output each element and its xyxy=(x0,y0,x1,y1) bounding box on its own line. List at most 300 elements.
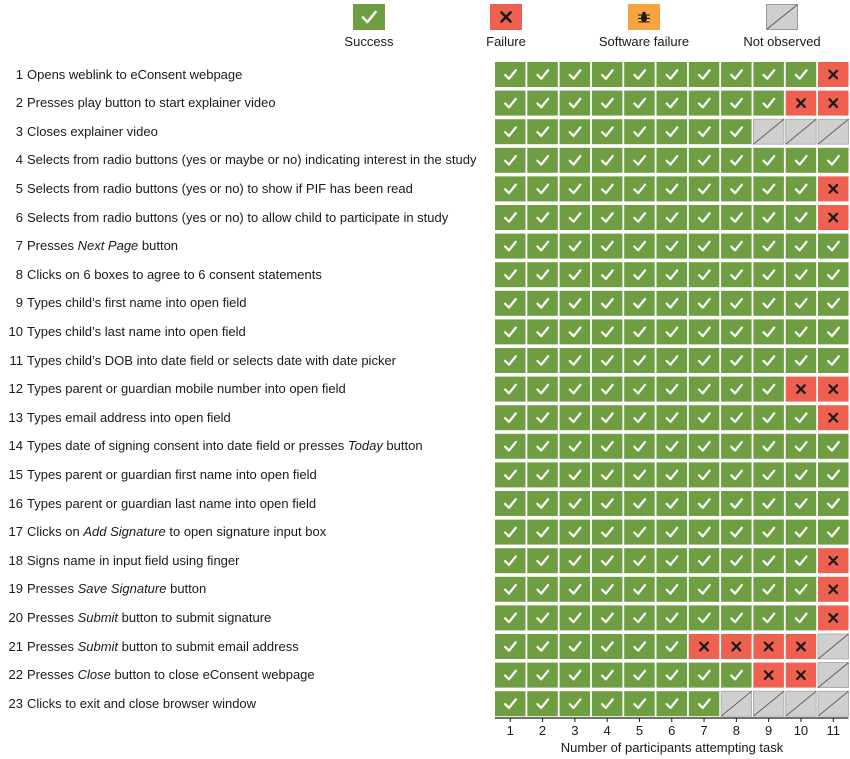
cell-success xyxy=(753,262,784,287)
cell-success xyxy=(495,234,526,259)
cell-success xyxy=(527,663,558,688)
cell-success xyxy=(753,377,784,402)
task-label-emphasis: Add Signature xyxy=(83,524,166,540)
cell-not-observed xyxy=(721,691,752,716)
task-label-text: Types child’s first name into open field xyxy=(27,295,247,311)
cell-success xyxy=(624,663,655,688)
task-number: 2 xyxy=(15,95,23,111)
cell-success xyxy=(624,91,655,116)
cell-success xyxy=(657,262,688,287)
cell-success xyxy=(495,405,526,430)
cell-success xyxy=(592,62,623,87)
task-label-text: Presses play button to start explainer video xyxy=(27,95,276,111)
cell-success xyxy=(786,548,817,573)
cell-failure xyxy=(786,377,817,402)
cell-success xyxy=(527,262,558,287)
cell-success xyxy=(786,434,817,459)
cell-success xyxy=(495,148,526,173)
cell-success xyxy=(786,577,817,602)
task-number: 13 xyxy=(8,409,23,425)
cell-success xyxy=(495,691,526,716)
cell-success xyxy=(657,663,688,688)
cell-success xyxy=(592,119,623,144)
cell-success xyxy=(689,91,720,116)
task-label-text: Types parent or guardian first name into open field xyxy=(27,466,317,482)
cell-success xyxy=(592,319,623,344)
cell-success xyxy=(495,663,526,688)
cell-success xyxy=(657,62,688,87)
x-tick-label: 2 xyxy=(538,723,547,738)
cell-success xyxy=(527,319,558,344)
cell-failure xyxy=(818,577,849,602)
task-number: 22 xyxy=(8,667,23,683)
cell-success xyxy=(527,405,558,430)
task-label-text: Types parent or guardian mobile number into open field xyxy=(27,381,346,397)
cell-success xyxy=(560,520,591,545)
cell-success xyxy=(527,205,558,230)
x-tick-label: 10 xyxy=(793,723,809,738)
cell-success xyxy=(721,62,752,87)
cell-success xyxy=(624,62,655,87)
cell-success xyxy=(657,176,688,201)
cell-success xyxy=(624,634,655,659)
task-number: 6 xyxy=(15,209,23,225)
cell-success xyxy=(818,291,849,316)
cell-success xyxy=(818,348,849,373)
cell-success xyxy=(721,319,752,344)
task-label-text: Signs name in input field using finger xyxy=(27,552,240,568)
cell-success xyxy=(495,462,526,487)
task-number: 12 xyxy=(8,381,23,397)
cell-success xyxy=(560,377,591,402)
task-label-text: Presses xyxy=(27,609,78,625)
cell-success xyxy=(495,377,526,402)
task-label-emphasis: Today xyxy=(347,438,383,454)
cell-failure xyxy=(786,634,817,659)
cell-success xyxy=(657,319,688,344)
task-number: 1 xyxy=(15,66,23,82)
cell-success xyxy=(560,405,591,430)
cell-success xyxy=(495,319,526,344)
cell-success xyxy=(786,319,817,344)
cell-not-observed xyxy=(786,119,817,144)
cell-success xyxy=(786,234,817,259)
legend-label-software: Software failure xyxy=(598,34,690,49)
cell-success xyxy=(753,291,784,316)
cell-success xyxy=(624,205,655,230)
task-label-text: Opens weblink to eConsent webpage xyxy=(27,66,243,82)
cell-success xyxy=(527,577,558,602)
cell-success xyxy=(560,605,591,630)
cell-success xyxy=(495,205,526,230)
cell-success xyxy=(592,691,623,716)
cell-success xyxy=(689,62,720,87)
cell-success xyxy=(721,520,752,545)
cell-success xyxy=(560,62,591,87)
cell-success xyxy=(721,405,752,430)
cell-success xyxy=(689,291,720,316)
task-label-text: Clicks to exit and close browser window xyxy=(27,695,257,711)
task-number: 10 xyxy=(8,323,23,339)
cell-success xyxy=(689,462,720,487)
cell-success xyxy=(624,491,655,516)
cell-success xyxy=(786,405,817,430)
cell-failure xyxy=(753,634,784,659)
cell-success xyxy=(786,205,817,230)
cell-success xyxy=(527,491,558,516)
cell-not-observed xyxy=(753,691,784,716)
x-tick-label: 3 xyxy=(571,723,579,738)
cell-success xyxy=(721,462,752,487)
cell-failure xyxy=(818,176,849,201)
cell-success xyxy=(753,605,784,630)
cell-success xyxy=(689,319,720,344)
cell-success xyxy=(657,462,688,487)
cell-success xyxy=(495,548,526,573)
cell-success xyxy=(786,605,817,630)
cell-success xyxy=(527,634,558,659)
cell-success xyxy=(657,348,688,373)
cell-success xyxy=(592,205,623,230)
x-tick-label: 5 xyxy=(635,723,644,738)
cell-success xyxy=(592,377,623,402)
cell-success xyxy=(721,262,752,287)
cell-success xyxy=(592,520,623,545)
cell-success xyxy=(753,462,784,487)
cell-success xyxy=(657,119,688,144)
cell-success xyxy=(527,119,558,144)
task-label-emphasis: Submit xyxy=(77,609,119,625)
cell-success xyxy=(624,691,655,716)
cell-success xyxy=(689,548,720,573)
cell-success xyxy=(721,205,752,230)
cell-success xyxy=(527,691,558,716)
cell-success xyxy=(592,91,623,116)
cell-success xyxy=(657,605,688,630)
cell-success xyxy=(657,91,688,116)
task-label-text: Types email address into open field xyxy=(27,409,231,425)
task-label-emphasis: Next Page xyxy=(77,238,139,254)
task-number: 18 xyxy=(8,552,23,568)
task-number: 16 xyxy=(8,495,23,511)
cell-success xyxy=(560,319,591,344)
cell-success xyxy=(495,491,526,516)
cell-success xyxy=(495,348,526,373)
cell-success xyxy=(721,234,752,259)
cell-success xyxy=(721,663,752,688)
cell-success xyxy=(753,548,784,573)
task-number: 17 xyxy=(8,524,23,540)
cell-success xyxy=(592,176,623,201)
cell-success xyxy=(527,377,558,402)
cell-success xyxy=(753,348,784,373)
cell-success xyxy=(818,491,849,516)
cell-success xyxy=(786,176,817,201)
cell-success xyxy=(527,348,558,373)
cell-success xyxy=(721,348,752,373)
cell-success xyxy=(689,148,720,173)
cell-success xyxy=(495,434,526,459)
cell-success xyxy=(592,663,623,688)
task-number: 11 xyxy=(9,352,23,368)
cell-success xyxy=(527,148,558,173)
task-number: 23 xyxy=(8,695,23,711)
legend-label-not-observed: Not observed xyxy=(743,34,821,49)
cell-success xyxy=(721,491,752,516)
cell-success xyxy=(657,405,688,430)
cell-success xyxy=(592,262,623,287)
cell-success xyxy=(495,91,526,116)
cell-success xyxy=(592,234,623,259)
cell-not-observed xyxy=(786,691,817,716)
cell-not-observed xyxy=(753,119,784,144)
cell-success xyxy=(495,605,526,630)
cell-success xyxy=(689,234,720,259)
task-number: 4 xyxy=(15,152,23,168)
cell-failure xyxy=(818,205,849,230)
cell-success xyxy=(657,491,688,516)
x-tick-label: 11 xyxy=(826,723,840,738)
cell-success xyxy=(689,377,720,402)
cell-success xyxy=(624,234,655,259)
x-axis-title: Number of participants attempting task xyxy=(560,740,784,755)
cell-success xyxy=(818,434,849,459)
cell-success xyxy=(721,577,752,602)
cell-success xyxy=(753,148,784,173)
cell-failure xyxy=(818,62,849,87)
cell-success xyxy=(495,577,526,602)
cell-success xyxy=(560,577,591,602)
task-label-text: Presses xyxy=(27,667,78,683)
cell-success xyxy=(689,348,720,373)
cell-success xyxy=(495,634,526,659)
cell-success xyxy=(689,205,720,230)
cell-failure xyxy=(786,91,817,116)
cell-success xyxy=(560,291,591,316)
task-label-text: Types date of signing consent into date field or presses xyxy=(27,438,348,454)
cell-failure xyxy=(753,663,784,688)
cell-success xyxy=(624,176,655,201)
cell-success xyxy=(624,434,655,459)
cell-success xyxy=(495,62,526,87)
cell-success xyxy=(624,348,655,373)
cell-failure xyxy=(818,548,849,573)
cell-success xyxy=(753,520,784,545)
cell-success xyxy=(592,491,623,516)
cell-success xyxy=(527,434,558,459)
task-label-text: Clicks on 6 boxes to agree to 6 consent statements xyxy=(27,266,322,282)
cell-success xyxy=(657,691,688,716)
task-label-text: button xyxy=(138,238,179,254)
cell-success xyxy=(721,176,752,201)
cell-success xyxy=(689,605,720,630)
x-tick-label: 7 xyxy=(700,723,708,738)
task-number: 7 xyxy=(15,238,23,254)
cell-success xyxy=(786,462,817,487)
cell-success xyxy=(495,176,526,201)
x-tick-label: 9 xyxy=(765,723,773,738)
cell-success xyxy=(721,91,752,116)
cell-success xyxy=(495,291,526,316)
cell-success xyxy=(689,577,720,602)
cell-success xyxy=(592,462,623,487)
cell-success xyxy=(786,148,817,173)
cell-success xyxy=(624,262,655,287)
cell-success xyxy=(689,405,720,430)
cell-success xyxy=(592,548,623,573)
cell-success xyxy=(721,377,752,402)
task-label-text: Presses xyxy=(27,638,78,654)
cell-success xyxy=(689,119,720,144)
task-number: 14 xyxy=(8,438,23,454)
cell-failure xyxy=(689,634,720,659)
cell-success xyxy=(560,119,591,144)
cell-success xyxy=(753,62,784,87)
cell-success xyxy=(560,663,591,688)
cell-success xyxy=(560,348,591,373)
cell-success xyxy=(721,605,752,630)
cell-success xyxy=(818,319,849,344)
task-number: 8 xyxy=(15,266,23,282)
cell-success xyxy=(689,491,720,516)
cell-success xyxy=(786,291,817,316)
task-number: 21 xyxy=(8,638,23,654)
cell-success xyxy=(753,91,784,116)
task-label-text: button xyxy=(166,581,207,597)
cell-success xyxy=(527,62,558,87)
cell-success xyxy=(689,663,720,688)
task-number: 3 xyxy=(15,123,23,139)
cell-success xyxy=(786,262,817,287)
cell-success xyxy=(786,520,817,545)
cell-success xyxy=(753,205,784,230)
cell-failure xyxy=(818,605,849,630)
task-label-text: Presses xyxy=(27,238,78,254)
task-number: 15 xyxy=(8,466,23,482)
cell-success xyxy=(721,148,752,173)
cell-success xyxy=(624,462,655,487)
cell-success xyxy=(527,91,558,116)
cell-success xyxy=(560,176,591,201)
cell-success xyxy=(657,291,688,316)
cell-success xyxy=(624,319,655,344)
cell-success xyxy=(657,577,688,602)
cell-success xyxy=(818,148,849,173)
task-label-text: button to close eConsent webpage xyxy=(110,667,315,683)
task-number: 5 xyxy=(15,180,23,196)
cell-success xyxy=(721,291,752,316)
task-label-text: Types child’s last name into open field xyxy=(27,323,246,339)
cell-success xyxy=(657,548,688,573)
cell-success xyxy=(592,291,623,316)
cell-success xyxy=(657,434,688,459)
cell-success xyxy=(721,548,752,573)
cell-success xyxy=(657,148,688,173)
task-label-text: Closes explainer video xyxy=(27,123,158,139)
cell-success xyxy=(592,634,623,659)
task-number: 19 xyxy=(8,581,23,597)
cell-success xyxy=(560,491,591,516)
cell-success xyxy=(786,62,817,87)
cell-success xyxy=(624,148,655,173)
legend-label-success: Success xyxy=(344,34,394,49)
cell-not-observed xyxy=(818,634,849,659)
cell-success xyxy=(657,377,688,402)
cell-failure xyxy=(786,663,817,688)
cell-success xyxy=(657,234,688,259)
cell-not-observed xyxy=(818,663,849,688)
task-label-emphasis: Submit xyxy=(77,638,119,654)
cell-success xyxy=(560,205,591,230)
x-tick-label: 8 xyxy=(732,723,740,738)
cell-success xyxy=(786,491,817,516)
cell-success xyxy=(753,405,784,430)
cell-success xyxy=(721,434,752,459)
cell-success xyxy=(689,434,720,459)
cell-success xyxy=(592,434,623,459)
task-label-text: Selects from radio buttons (yes or no) to allow child to participate in study xyxy=(27,209,449,225)
cell-success xyxy=(592,605,623,630)
cell-success xyxy=(753,491,784,516)
cell-success xyxy=(592,405,623,430)
legend-label-failure: Failure xyxy=(486,34,526,49)
cell-success xyxy=(753,234,784,259)
x-tick-label: 6 xyxy=(668,723,676,738)
task-label-text: to open signature input box xyxy=(165,524,327,540)
cell-success xyxy=(818,462,849,487)
cell-success xyxy=(527,462,558,487)
cell-success xyxy=(624,520,655,545)
task-label-text: Selects from radio buttons (yes or no) to show if PIF has been read xyxy=(27,180,413,196)
cell-not-observed xyxy=(818,691,849,716)
cell-success xyxy=(818,520,849,545)
cell-success xyxy=(753,319,784,344)
cell-success xyxy=(592,148,623,173)
cell-success xyxy=(624,577,655,602)
cell-success xyxy=(689,176,720,201)
cell-success xyxy=(527,291,558,316)
task-number: 20 xyxy=(8,609,23,625)
cell-success xyxy=(560,262,591,287)
cell-success xyxy=(689,262,720,287)
cell-success xyxy=(560,634,591,659)
cell-success xyxy=(689,520,720,545)
cell-success xyxy=(527,605,558,630)
task-label-text: button xyxy=(382,438,423,454)
task-number: 9 xyxy=(15,295,23,311)
cell-success xyxy=(592,577,623,602)
cell-success xyxy=(624,291,655,316)
x-tick-label: 1 xyxy=(506,723,514,738)
cell-failure xyxy=(818,377,849,402)
cell-success xyxy=(624,377,655,402)
cell-success xyxy=(527,234,558,259)
cell-failure xyxy=(818,405,849,430)
cell-success xyxy=(657,520,688,545)
cell-success xyxy=(624,548,655,573)
cell-success xyxy=(527,548,558,573)
cell-success xyxy=(560,234,591,259)
task-label-text: Clicks on xyxy=(27,524,84,540)
cell-success xyxy=(624,405,655,430)
task-label-text: button to submit signature xyxy=(118,609,272,625)
cell-success xyxy=(560,548,591,573)
x-tick-label: 4 xyxy=(603,723,611,738)
task-label-emphasis: Close xyxy=(77,667,111,683)
cell-success xyxy=(721,119,752,144)
cell-success xyxy=(560,434,591,459)
cell-failure xyxy=(721,634,752,659)
